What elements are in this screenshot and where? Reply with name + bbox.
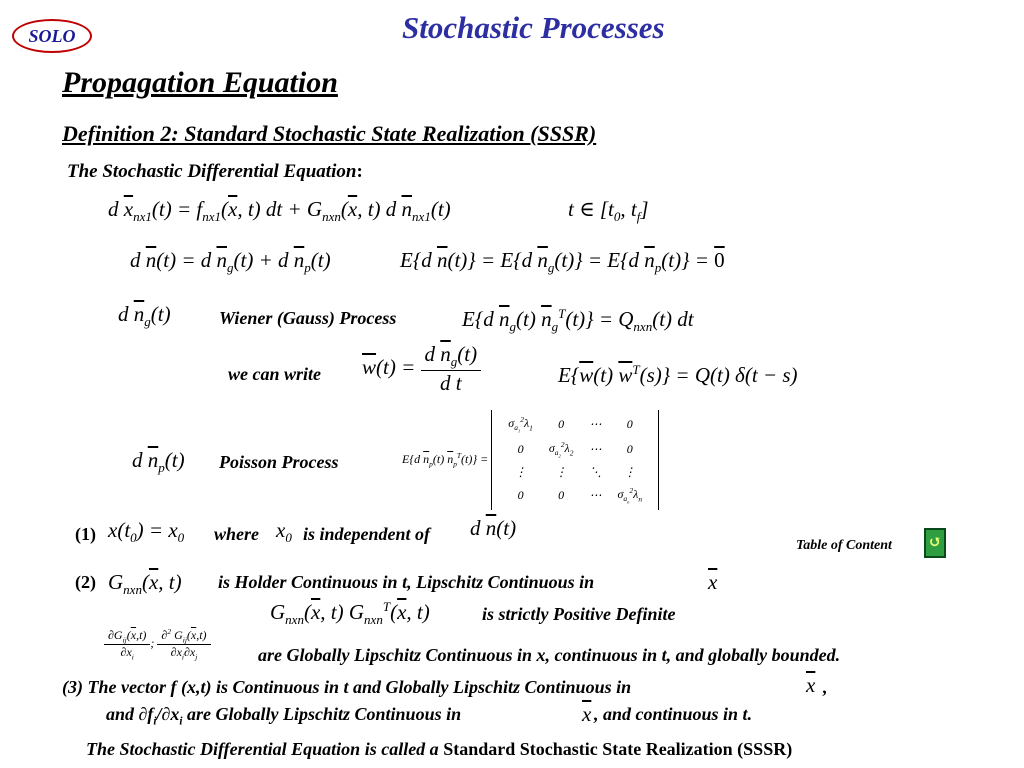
toc-return-button[interactable]: [924, 528, 946, 558]
table-of-content-link[interactable]: Table of Content: [796, 538, 892, 553]
topic-heading: Stochastic Processes: [402, 10, 665, 45]
label-poisson: Poisson Process: [219, 452, 339, 472]
sde-label: The Stochastic Differential Equation:: [67, 161, 363, 182]
condition-3-line2-end: , and continuous in t.: [594, 704, 753, 724]
solo-badge-text: SOLO: [28, 26, 76, 46]
term-dn: d $\overline{n}(t)$: [470, 516, 517, 540]
condition-2-number: (2): [75, 572, 96, 592]
label-independent-of: is independent of: [303, 524, 431, 544]
label-we-can-write: we can write: [228, 364, 321, 384]
equation-white-noise-cov: $E\{\overline{w}(t) \overline{w}^T(s)\} = Q(t) \delta(t - s)$: [558, 362, 798, 387]
term-dnp: d $\overline{n}_p(t)$: [132, 448, 185, 476]
equation-zero-mean: E{d $\overline{n}(t)\} = E\{d$ $\overline{n}_g(t)\} = E\{d$ $\overline{n}_p(t)\} = 0$: [400, 248, 725, 276]
equation-noise-split: d $\overline{n}(t) = d$ $\overline{n}_g(t) + d$ $\overline{n}_p(t)$: [130, 248, 331, 276]
condition-3-line2: and $\partial f_i/\partial x_i$ are Globally Lipschitz Continuous in: [106, 704, 462, 728]
term-x-cond3: $\overline{x}$: [806, 673, 816, 697]
condition-1-number: (1): [75, 524, 96, 544]
equation-poisson-covariance: E{d $\overline{n}_p(t) \overline{n}_p^T(t)$} = $\sigma_{a_1}^2\lambda_1$ 0 ⋯ 0 0 $\sigma_{a_2}^2\lambda_2$ ⋯ 0 ⋮ ⋮ ⋱ ⋮ 0 0 ⋯ $\sigma_{a_n}^2\lambda_n$: [402, 410, 659, 510]
poisson-matrix: $\sigma_{a_1}^2\lambda_1$ 0 ⋯ 0 0 $\sigma_{a_2}^2\lambda_2$ ⋯ 0 ⋮ ⋮ ⋱ ⋮ 0 0 ⋯ $\sigma_{a_n}^2\lambda_n$: [491, 410, 659, 510]
label-where: where: [214, 524, 259, 544]
equation-time-interval: t ∈ [$t_0$, $t_f$]: [568, 197, 649, 225]
equation-initial-condition: $x(t_0) = x_0$: [108, 518, 185, 546]
label-pos-def: is strictly Positive Definite: [482, 604, 676, 624]
equation-g-gt: $G_{nxn}(\overline{x}$, t) $G_{nxn}^T(\overline{x}$, t): [270, 599, 430, 628]
condition-3-comma: ,: [823, 677, 828, 697]
term-x-cond3b: $\overline{x}$: [582, 702, 592, 726]
term-x0: $x_0$: [276, 518, 292, 546]
label-glob-lips: are Globally Lipschitz Continuous in x, continuous in t, and globally bounded.: [258, 645, 841, 665]
page-title: Propagation Equation: [62, 66, 338, 99]
definition-heading: Definition 2: Standard Stochastic State Realization (SSSR): [62, 121, 597, 146]
return-arrow-icon: ↺: [928, 534, 942, 551]
condition-3-line1: (3) The vector f (x,t) is Continuous in t and Globally Lipschitz Continuous in: [62, 677, 632, 697]
label-holder: is Holder Continuous in t, Lipschitz Continuous in: [218, 572, 595, 592]
equation-g-derivatives: $\frac{\partial G_{ij}(\overline{x},t)}{\partial x_i}$ ; $\frac{\partial^2 G_{ij}(\overline{x},t)}{\partial x_i\partial x_j}$: [104, 627, 211, 662]
term-x-holder: $\overline{x}$: [708, 570, 718, 594]
equation-sde: d $\overline{x}_{nx1}(t) = f_{nx1}(\overline{x}$, t) dt + $G_{nxn}(\overline{x}$, t) d $\overline{n}_{nx1}(t)$: [108, 197, 451, 225]
label-wiener: Wiener (Gauss) Process: [219, 308, 397, 328]
solo-badge: [12, 19, 92, 53]
term-gnxn: $G_{nxn}(\overline{x}$, t): [108, 570, 182, 598]
equation-wiener-covariance: E{d $\overline{n}_g(t) \overline{n}_g^T(t)\} = Q_{nxn}(t)$ dt: [462, 306, 694, 335]
equation-white-noise: $\overline{w}(t)$ = $\frac{d \overline{n}_g(t)}{\text{d t}}$: [362, 342, 481, 396]
term-dng: d $\overline{n}_g(t)$: [118, 302, 171, 330]
final-statement: The Stochastic Differential Equation is called a Standard Stochastic State Realization (SSSR): [86, 739, 793, 759]
